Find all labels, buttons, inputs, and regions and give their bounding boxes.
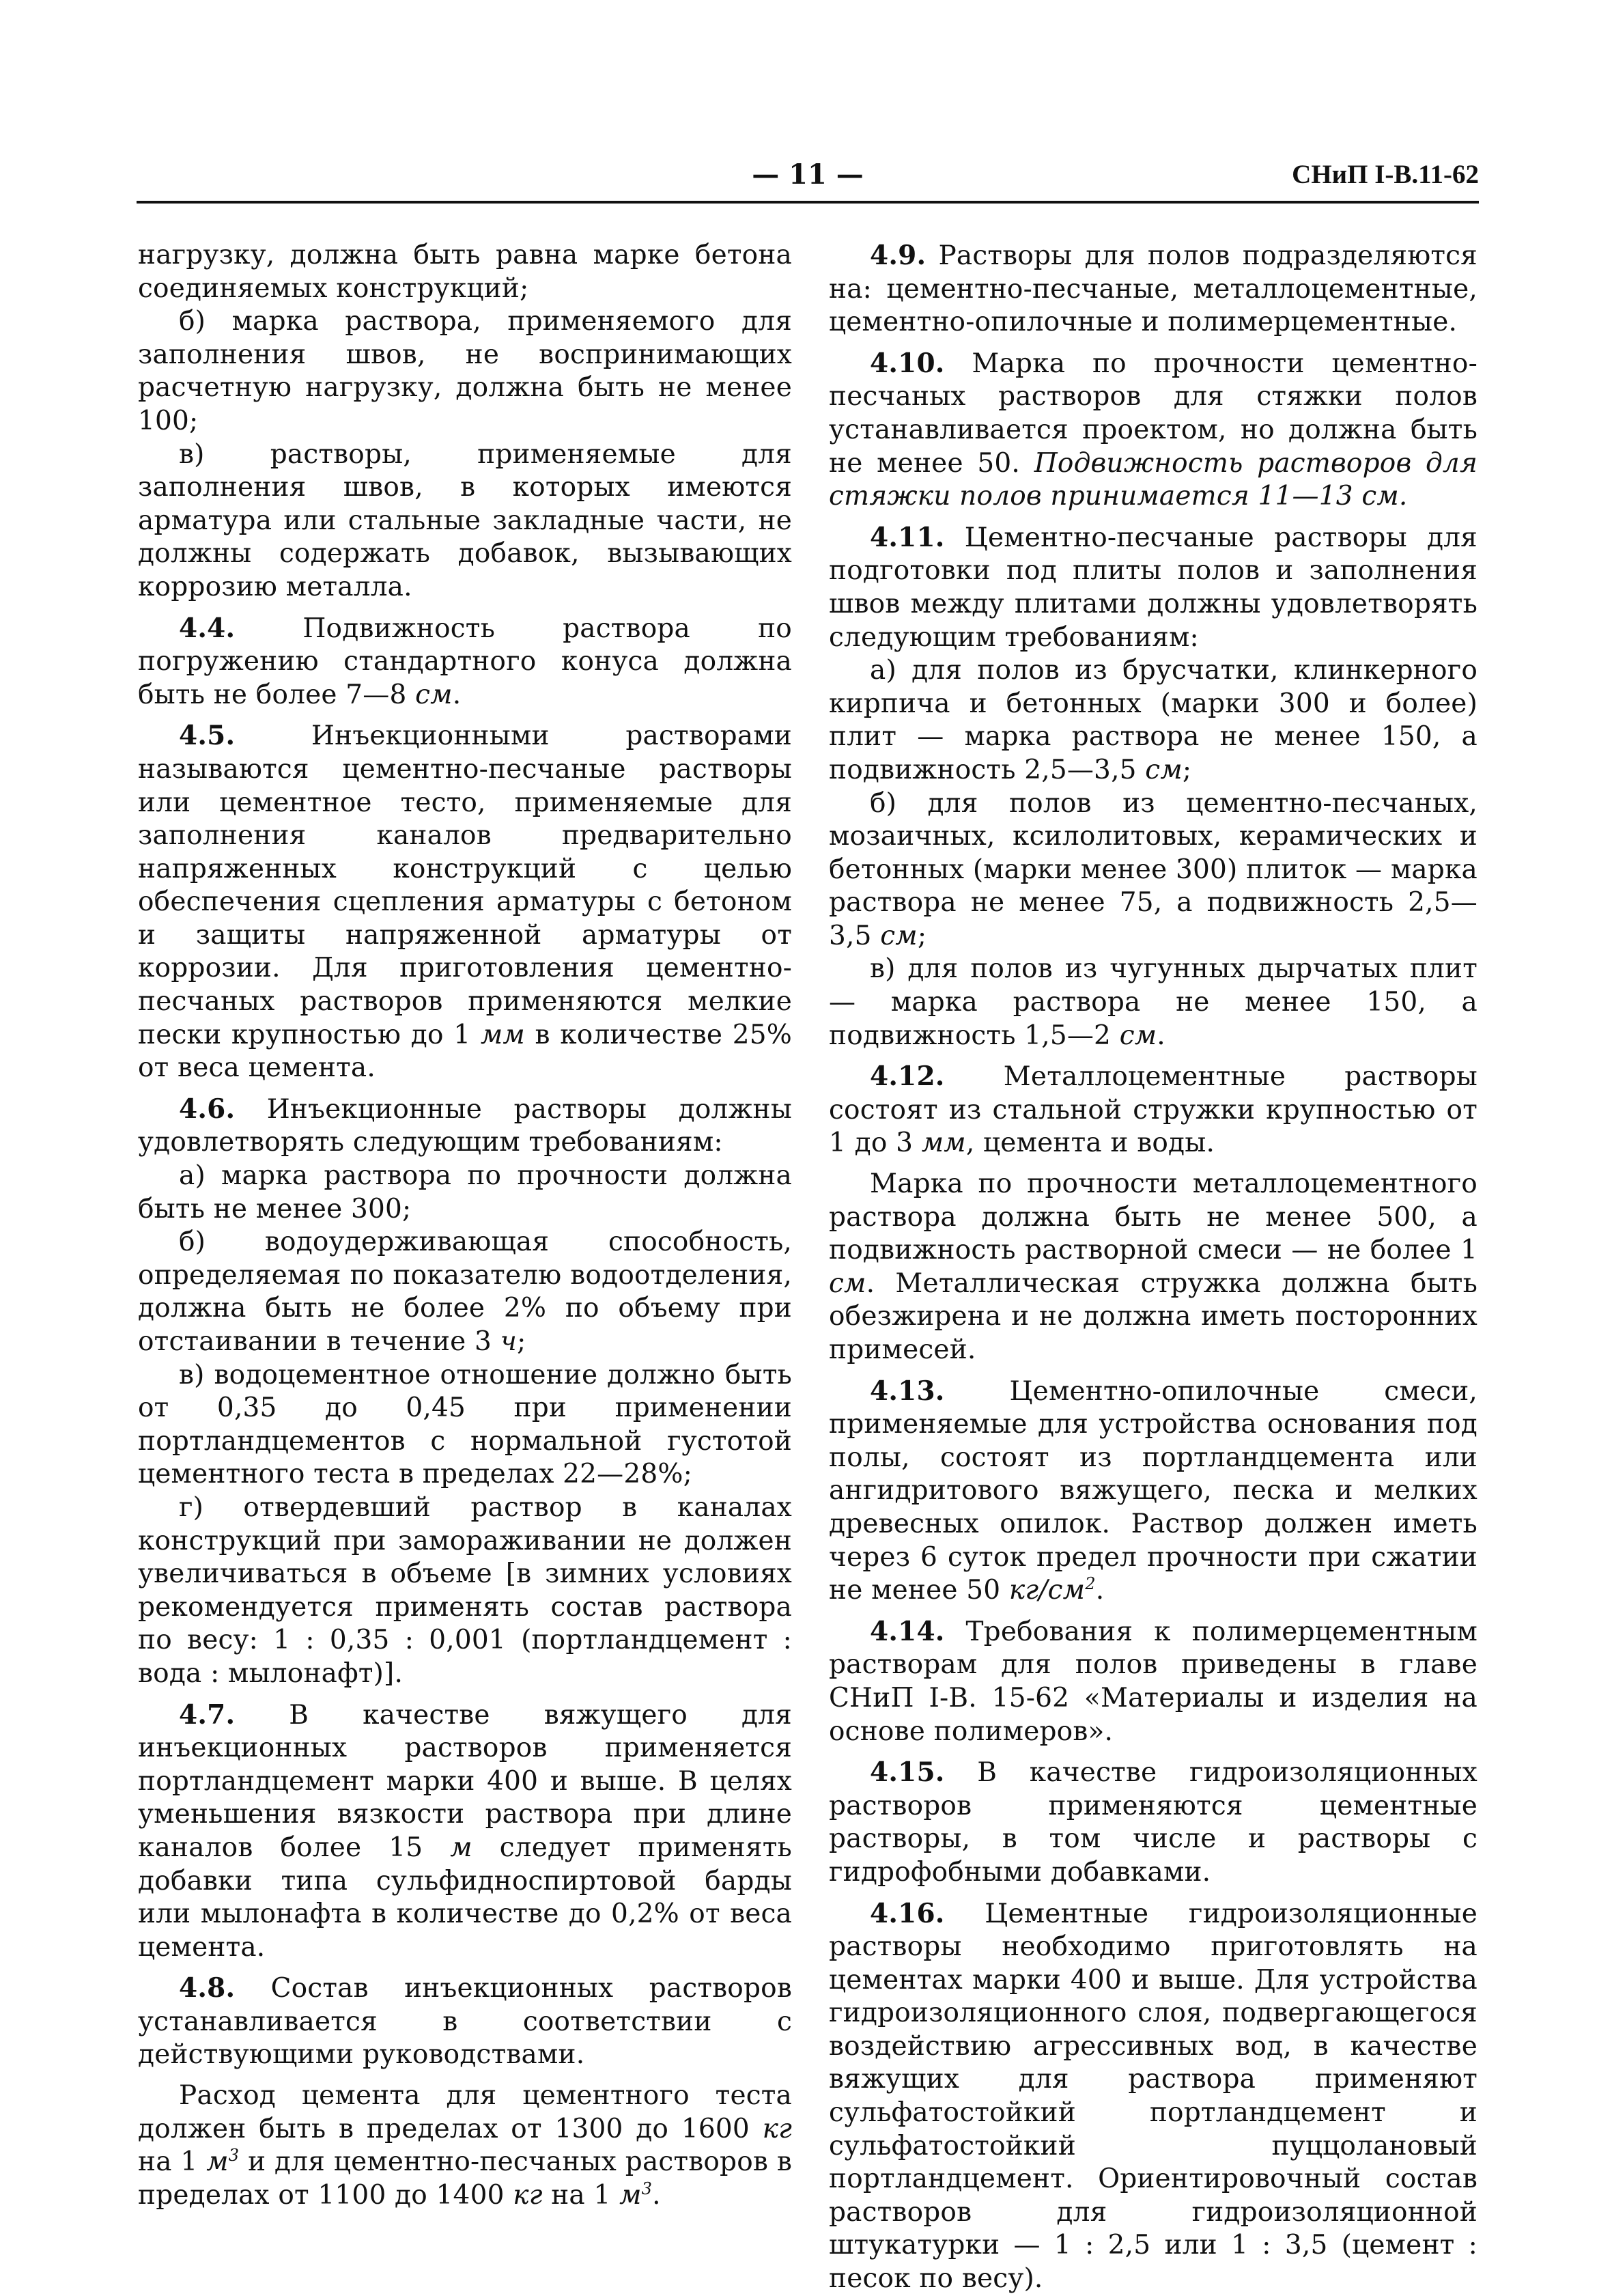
section-4-10: [829, 347, 1477, 514]
text-part: Марка по прочности металлоцементного раствора должна быть не менее 500, а подвижность растворной смеси — не более 1: [829, 1168, 1477, 1266]
section-text-end: , цемента и воды.: [965, 1128, 1215, 1159]
section-4-6: [138, 1093, 792, 1160]
section-4-6-item-b: [138, 1226, 792, 1358]
section-text: В качестве вяжущего для инъекционных растворов применяется портландцемент марки 400 и выше. В целях уменьшения вязкости раствора при длине каналов более 15: [138, 1699, 792, 1863]
right-column: [829, 239, 1477, 2296]
section-number: 4.9.: [870, 240, 927, 271]
section-number: 4.6.: [179, 1093, 236, 1125]
section-4-6-item-g: г) отвердевший раствор в каналах конструкций при замораживании не должен увеличиваться в объеме [в зимних условиях рекомендуется применять состав раствора по весу: 1 : 0,35 : 0,001 (портландцемент : вода : мылонафт)].: [138, 1492, 792, 1689]
text-end: . Металлическая стружка должна быть обезжирена и не должна иметь посторонних примесей.: [829, 1268, 1477, 1365]
section-text-end: следует применять добавки типа сульфидноспиртовой барды или мылонафта в количестве до 0,2% от веса цемента.: [138, 1832, 792, 1963]
text-part: и для цементно-песчаных растворов в пределах от 1100 до 1400: [138, 2146, 792, 2211]
superscript: 2: [1085, 1574, 1096, 1594]
unit: см: [1145, 754, 1183, 785]
paragraph-continuation: нагрузку, должна быть равна марке бетона соединяемых конструкций;: [138, 240, 792, 304]
section-4-12: [829, 1060, 1477, 1160]
section-number: 4.16.: [870, 1897, 945, 1929]
section-number: 4.11.: [870, 521, 945, 553]
unit: м: [619, 2179, 642, 2211]
section-text: Состав инъекционных растворов устанавливается в соответствии с действующими руководствами.: [138, 1973, 792, 2071]
text-end: .: [652, 2179, 661, 2211]
unit: см: [829, 1268, 866, 1299]
unit: см: [1119, 1020, 1157, 1051]
item-text: б) водоудерживающая способность, определяемая по показателю водоотделения, должна быть не более 2% по объему при отстаивании в течение 3: [138, 1227, 792, 1357]
section-4-5: [138, 719, 792, 1085]
section-number: 4.8.: [179, 1972, 236, 2004]
unit: ч: [500, 1326, 518, 1357]
unit: кг/см: [1008, 1575, 1086, 1606]
section-text: Металлоцементные растворы состоят из стальной стружки крупностью от 1 до 3: [829, 1061, 1477, 1159]
page-header: [137, 156, 1479, 204]
section-number: 4.4.: [179, 612, 236, 644]
section-number: 4.15.: [870, 1756, 945, 1789]
unit: м: [206, 2146, 229, 2178]
item-text: б) для полов из цементно-песчаных, мозаичных, ксилолитовых, керамических и бетонных (марки менее 300) плиток — марка раствора не менее 75, а подвижность 2,5—3,5: [829, 787, 1477, 951]
section-4-11: [829, 521, 1477, 654]
unit: мм: [480, 1019, 525, 1050]
section-4-11-item-b: [829, 787, 1477, 953]
section-text: Цементно-опилочные смеси, применяемые для устройства основания под полы, состоят из портландцемента или ангидритового вяжущего, песка и мелких древесных опилок. Раствор должен иметь через 6 суток предел прочности при сжатии не менее 50: [829, 1375, 1477, 1606]
section-4-15: [829, 1756, 1477, 1889]
section-number: 4.14.: [870, 1615, 945, 1647]
unit: мм: [921, 1128, 966, 1159]
unit: см: [415, 679, 453, 710]
section-text-italic: Подвижность растворов для стяжки полов принимается 11—13 см.: [829, 447, 1477, 512]
section-text: Подвижность раствора по погружению стандартного конуса должна быть не более 7—8: [138, 613, 792, 710]
document-code: СНиП I-В.11-62: [1292, 160, 1479, 189]
section-text: Марка по прочности цементно-песчаных растворов для стяжки полов устанавливается проектом, но должна быть не менее 50.: [829, 348, 1477, 479]
section-4-9: [829, 239, 1477, 339]
superscript: 3: [641, 2179, 653, 2198]
page-number: — 11 —: [752, 158, 864, 191]
section-text: Требования к полимерцементным растворам для полов приведены в главе СНиП I-В. 15-62 «Материалы и изделия на основе полимеров».: [829, 1616, 1477, 1747]
section-number: 4.5.: [179, 720, 236, 752]
superscript: 3: [228, 2146, 240, 2166]
section-text: В качестве гидроизоляционных растворов применяются цементные растворы, в том числе и растворы с гидрофобными добавками.: [829, 1757, 1477, 1888]
item-text-end: ;: [1182, 754, 1192, 785]
section-text: Растворы для полов подразделяются на: цементно-песчаные, металлоцементные, цементно-опилочные и полимерцементные.: [829, 240, 1477, 338]
section-4-6-item-v: в) водоцементное отношение должно быть от 0,35 до 0,45 при применении портландцементов с нормальной густотой цементного теста в пределах 22—28%;: [138, 1359, 792, 1490]
item-text-end: .: [1157, 1020, 1165, 1051]
section-text: Цементные гидроизоляционные растворы необходимо приготовлять на цементах марки 400 и выше. Для устройства гидроизоляционного слоя, подвергающегося воздействию агрессивных вод, в качестве вяжущих для раствора применяют сульфатостойкий портландцемент и сульфатостойкий пуццолановый портландцемент. Ориентировочный состав растворов для гидроизоляционной штукатурки — 1 : 2,5 или 1 : 3,5 (цемент : песок по весу).: [829, 1898, 1477, 2295]
section-text-end: .: [452, 679, 462, 710]
left-column: [138, 239, 792, 2212]
unit: кг: [513, 2179, 543, 2211]
item-text: в) для полов из чугунных дырчатых плит— марка раствора не менее 150, а подвижность 1,5—2: [829, 953, 1477, 1051]
section-4-11-item-v: [829, 953, 1477, 1052]
text-part: Расход цемента для цементного теста должен быть в пределах от 1300 до 1600: [138, 2080, 792, 2144]
unit: м: [450, 1832, 472, 1863]
section-4-8-cement-consumption: [138, 2080, 792, 2212]
item-text-end: ;: [517, 1326, 526, 1357]
section-text: Инъекционными растворами называются цементно-песчаные растворы или цементное тесто, применяемые для заполнения каналов предварительно напряженных конструкций с целью обеспечения сцепления арматуры с бетоном и защиты напряженной арматуры от коррозии. Для приготовления цементно-песчаных растворов применяются мелкие пески крупностью до 1: [138, 720, 792, 1050]
section-4-13: [829, 1375, 1477, 1608]
section-4-12-strength: [829, 1168, 1477, 1367]
text-part: на 1: [138, 2146, 198, 2178]
section-4-11-item-a: [829, 654, 1477, 787]
section-number: 4.7.: [179, 1698, 236, 1731]
section-4-4: [138, 612, 792, 712]
section-4-6-item-a: а) марка раствора по прочности должна быть не менее 300;: [138, 1160, 792, 1224]
section-4-14: [829, 1615, 1477, 1748]
paragraph-item-v: в) растворы, применяемые для заполнения швов, в которых имеются арматура или стальные закладные части, не должны содержать добавок, вызывающих коррозию металла.: [138, 438, 792, 602]
section-number: 4.12.: [870, 1061, 945, 1093]
item-text: а) для полов из брусчатки, клинкерного кирпича и бетонных (марки 300 и более) плит — марка раствора не менее 150, а подвижность 2,5—3,5: [829, 655, 1477, 785]
unit: кг: [762, 2113, 792, 2144]
paragraph-item-b: б) марка раствора, применяемого для заполнения швов, не воспринимающих расчетную нагрузку, должна быть не менее 100;: [138, 306, 792, 436]
section-number: 4.10.: [870, 347, 945, 379]
section-4-7: [138, 1698, 792, 1965]
section-4-8: [138, 1972, 792, 2072]
section-number: 4.13.: [870, 1375, 945, 1407]
section-text-end: .: [1095, 1575, 1105, 1606]
unit: см: [880, 920, 918, 951]
section-text: Инъекционные растворы должны удовлетворять следующим требованиям:: [138, 1093, 792, 1158]
section-text: Цементно-песчаные растворы для подготовки под плиты полов и заполнения швов между плитами должны удовлетворять следующим требованиям:: [829, 522, 1477, 653]
item-text-end: ;: [917, 920, 927, 951]
section-text-end: в количестве 25% от веса цемента.: [138, 1019, 792, 1084]
text-part: на 1: [551, 2179, 611, 2211]
